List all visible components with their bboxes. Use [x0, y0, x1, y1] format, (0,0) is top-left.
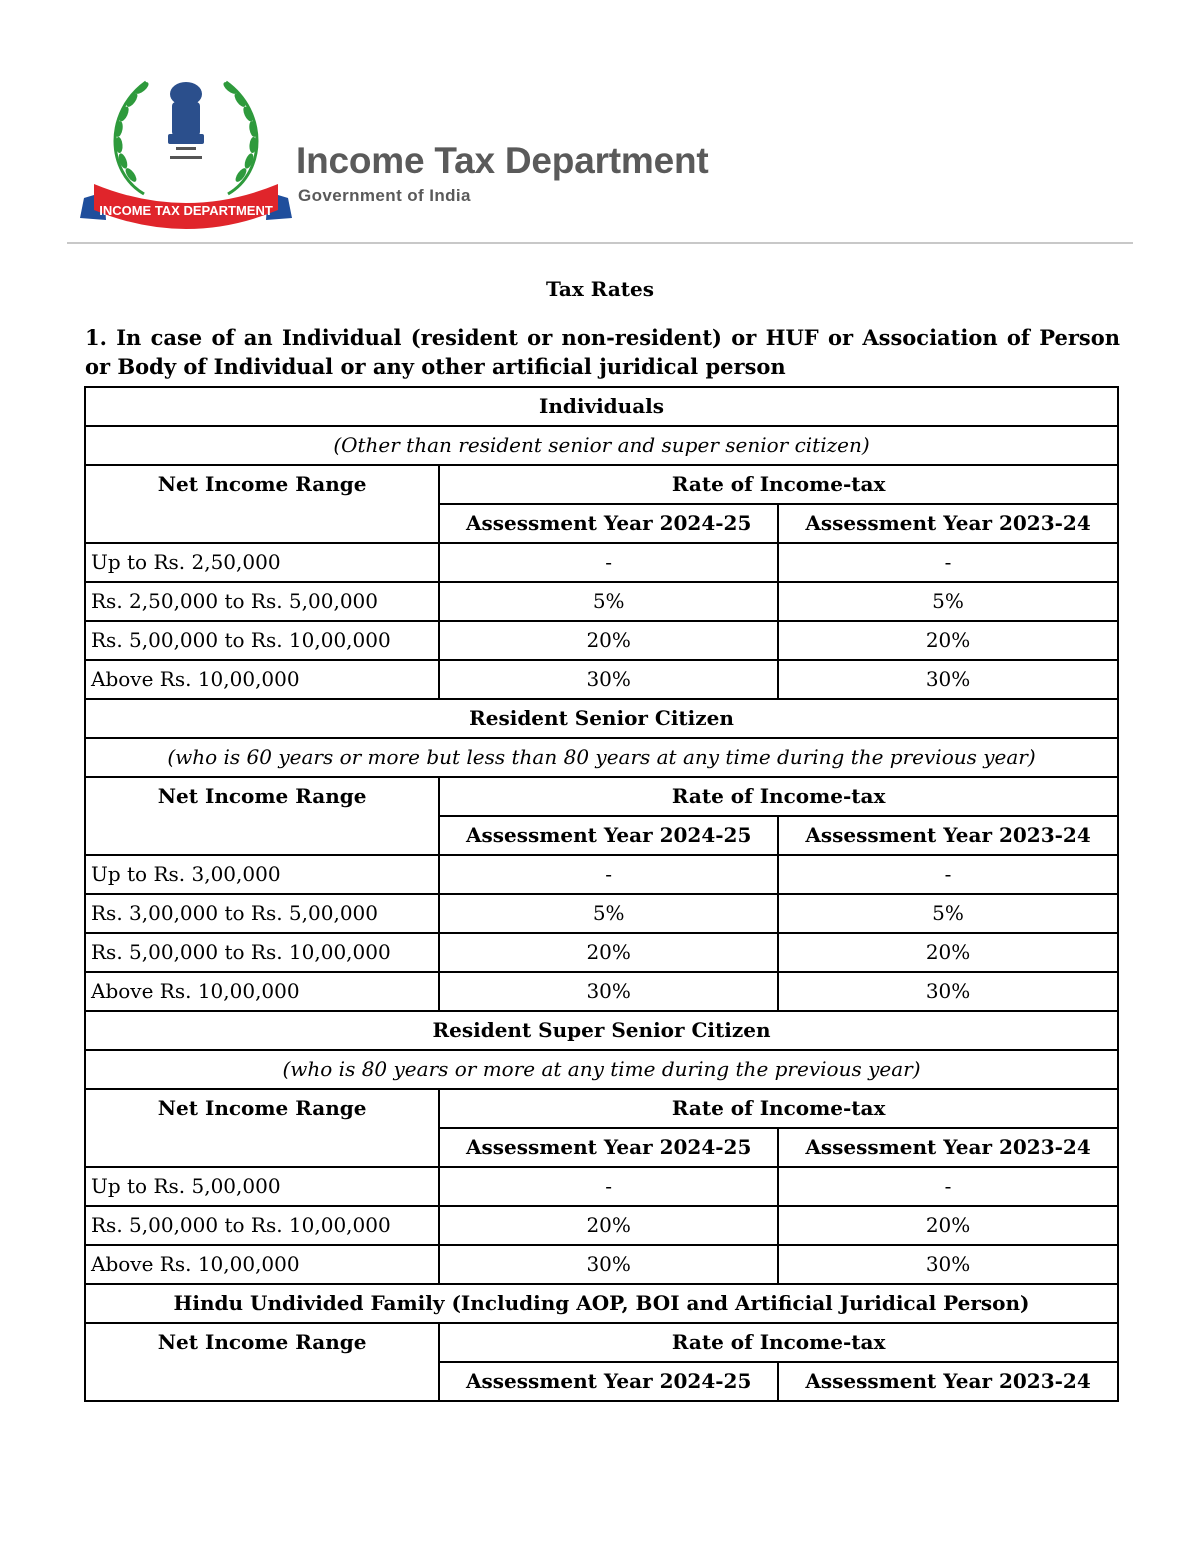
income-range-cell: Rs. 5,00,000 to Rs. 10,00,000: [85, 621, 439, 660]
rate-ay-2024-25-cell: 30%: [439, 1245, 778, 1284]
rate-ay-2023-24-cell: 5%: [778, 894, 1118, 933]
header-net-income-range: Net Income Range: [85, 1089, 439, 1167]
header-rate-of-income-tax: Rate of Income-tax: [439, 777, 1118, 816]
header-ay-2024-25: Assessment Year 2024-25: [439, 504, 778, 543]
rate-ay-2023-24-cell: -: [778, 1167, 1118, 1206]
group-title: Hindu Undivided Family (Including AOP, BOI and Artificial Juridical Person): [85, 1284, 1118, 1323]
header-net-income-range: Net Income Range: [85, 777, 439, 855]
document-title: Tax Rates: [545, 277, 655, 301]
header-rate-of-income-tax: Rate of Income-tax: [439, 465, 1118, 504]
column-header-row: [85, 1323, 1118, 1362]
income-range-cell: Above Rs. 10,00,000: [85, 660, 439, 699]
group-title: Individuals: [85, 387, 1118, 426]
rate-ay-2023-24-cell: 20%: [778, 621, 1118, 660]
header-ay-2024-25: Assessment Year 2024-25: [439, 816, 778, 855]
page-header: [70, 70, 1132, 240]
department-title: Income Tax Department: [296, 140, 709, 181]
income-range-cell: Rs. 5,00,000 to Rs. 10,00,000: [85, 1206, 439, 1245]
header-net-income-range: Net Income Range: [85, 1323, 439, 1401]
group-title: Resident Senior Citizen: [85, 699, 1118, 738]
column-header-row: [85, 1089, 1118, 1128]
rate-ay-2024-25-cell: 20%: [439, 621, 778, 660]
header-divider: [67, 242, 1133, 244]
income-range-cell: Rs. 2,50,000 to Rs. 5,00,000: [85, 582, 439, 621]
group-note: (Other than resident senior and super senior citizen): [85, 426, 1118, 465]
column-header-row: [85, 777, 1118, 816]
income-range-cell: Up to Rs. 3,00,000: [85, 855, 439, 894]
rate-ay-2023-24-cell: 5%: [778, 582, 1118, 621]
group-note-row: [85, 426, 1118, 465]
rate-ay-2024-25-cell: -: [439, 543, 778, 582]
rate-ay-2024-25-cell: -: [439, 855, 778, 894]
national-emblem-icon: [168, 82, 204, 159]
table-row: [85, 894, 1118, 933]
group-title-row: [85, 1011, 1118, 1050]
header-rate-of-income-tax: Rate of Income-tax: [439, 1089, 1118, 1128]
group-note: (who is 60 years or more but less than 80 years at any time during the previous year): [85, 738, 1118, 777]
logo-ribbon-text: INCOME TAX DEPARTMENT: [99, 203, 273, 218]
header-net-income-range: Net Income Range: [85, 465, 439, 543]
rate-ay-2024-25-cell: 30%: [439, 972, 778, 1011]
rate-ay-2023-24-cell: 30%: [778, 972, 1118, 1011]
rate-ay-2024-25-cell: 30%: [439, 660, 778, 699]
header-ay-2023-24: Assessment Year 2023-24: [778, 504, 1118, 543]
tax-rates-table: [84, 386, 1119, 1402]
header-ay-2023-24: Assessment Year 2023-24: [778, 1128, 1118, 1167]
rate-ay-2023-24-cell: -: [778, 855, 1118, 894]
table-row: [85, 582, 1118, 621]
rate-ay-2024-25-cell: 5%: [439, 894, 778, 933]
income-range-cell: Above Rs. 10,00,000: [85, 972, 439, 1011]
group-title: Resident Super Senior Citizen: [85, 1011, 1118, 1050]
rate-ay-2024-25-cell: 20%: [439, 933, 778, 972]
income-tax-department-logo: [76, 72, 296, 232]
rate-ay-2023-24-cell: 20%: [778, 933, 1118, 972]
column-header-row: [85, 465, 1118, 504]
section-heading: 1. In case of an Individual (resident or non-resident) or HUF or Association of Person or Body of Individual or any other artificial juridical person: [85, 325, 1120, 379]
rate-ay-2024-25-cell: 20%: [439, 1206, 778, 1245]
group-title-row: [85, 1284, 1118, 1323]
income-range-cell: Above Rs. 10,00,000: [85, 1245, 439, 1284]
table-row: [85, 621, 1118, 660]
header-rate-of-income-tax: Rate of Income-tax: [439, 1323, 1118, 1362]
rate-ay-2024-25-cell: 5%: [439, 582, 778, 621]
group-title-row: [85, 699, 1118, 738]
table-row: [85, 972, 1118, 1011]
table-row: [85, 1206, 1118, 1245]
table-row: [85, 855, 1118, 894]
rate-ay-2023-24-cell: -: [778, 543, 1118, 582]
income-range-cell: Rs. 5,00,000 to Rs. 10,00,000: [85, 933, 439, 972]
income-range-cell: Up to Rs. 2,50,000: [85, 543, 439, 582]
header-ay-2023-24: Assessment Year 2023-24: [778, 816, 1118, 855]
header-ay-2024-25: Assessment Year 2024-25: [439, 1362, 778, 1401]
income-range-cell: Up to Rs. 5,00,000: [85, 1167, 439, 1206]
group-title-row: [85, 387, 1118, 426]
table-row: [85, 1167, 1118, 1206]
group-note: (who is 80 years or more at any time during the previous year): [85, 1050, 1118, 1089]
group-note-row: [85, 738, 1118, 777]
table-row: [85, 660, 1118, 699]
rate-ay-2023-24-cell: 30%: [778, 1245, 1118, 1284]
header-ay-2024-25: Assessment Year 2024-25: [439, 1128, 778, 1167]
table-row: [85, 1245, 1118, 1284]
group-note-row: [85, 1050, 1118, 1089]
table-row: [85, 543, 1118, 582]
department-subtitle: Government of India: [298, 186, 471, 205]
header-ay-2023-24: Assessment Year 2023-24: [778, 1362, 1118, 1401]
rate-ay-2023-24-cell: 30%: [778, 660, 1118, 699]
table-row: [85, 933, 1118, 972]
rate-ay-2023-24-cell: 20%: [778, 1206, 1118, 1245]
income-range-cell: Rs. 3,00,000 to Rs. 5,00,000: [85, 894, 439, 933]
rate-ay-2024-25-cell: -: [439, 1167, 778, 1206]
ribbon-icon: [80, 184, 292, 229]
